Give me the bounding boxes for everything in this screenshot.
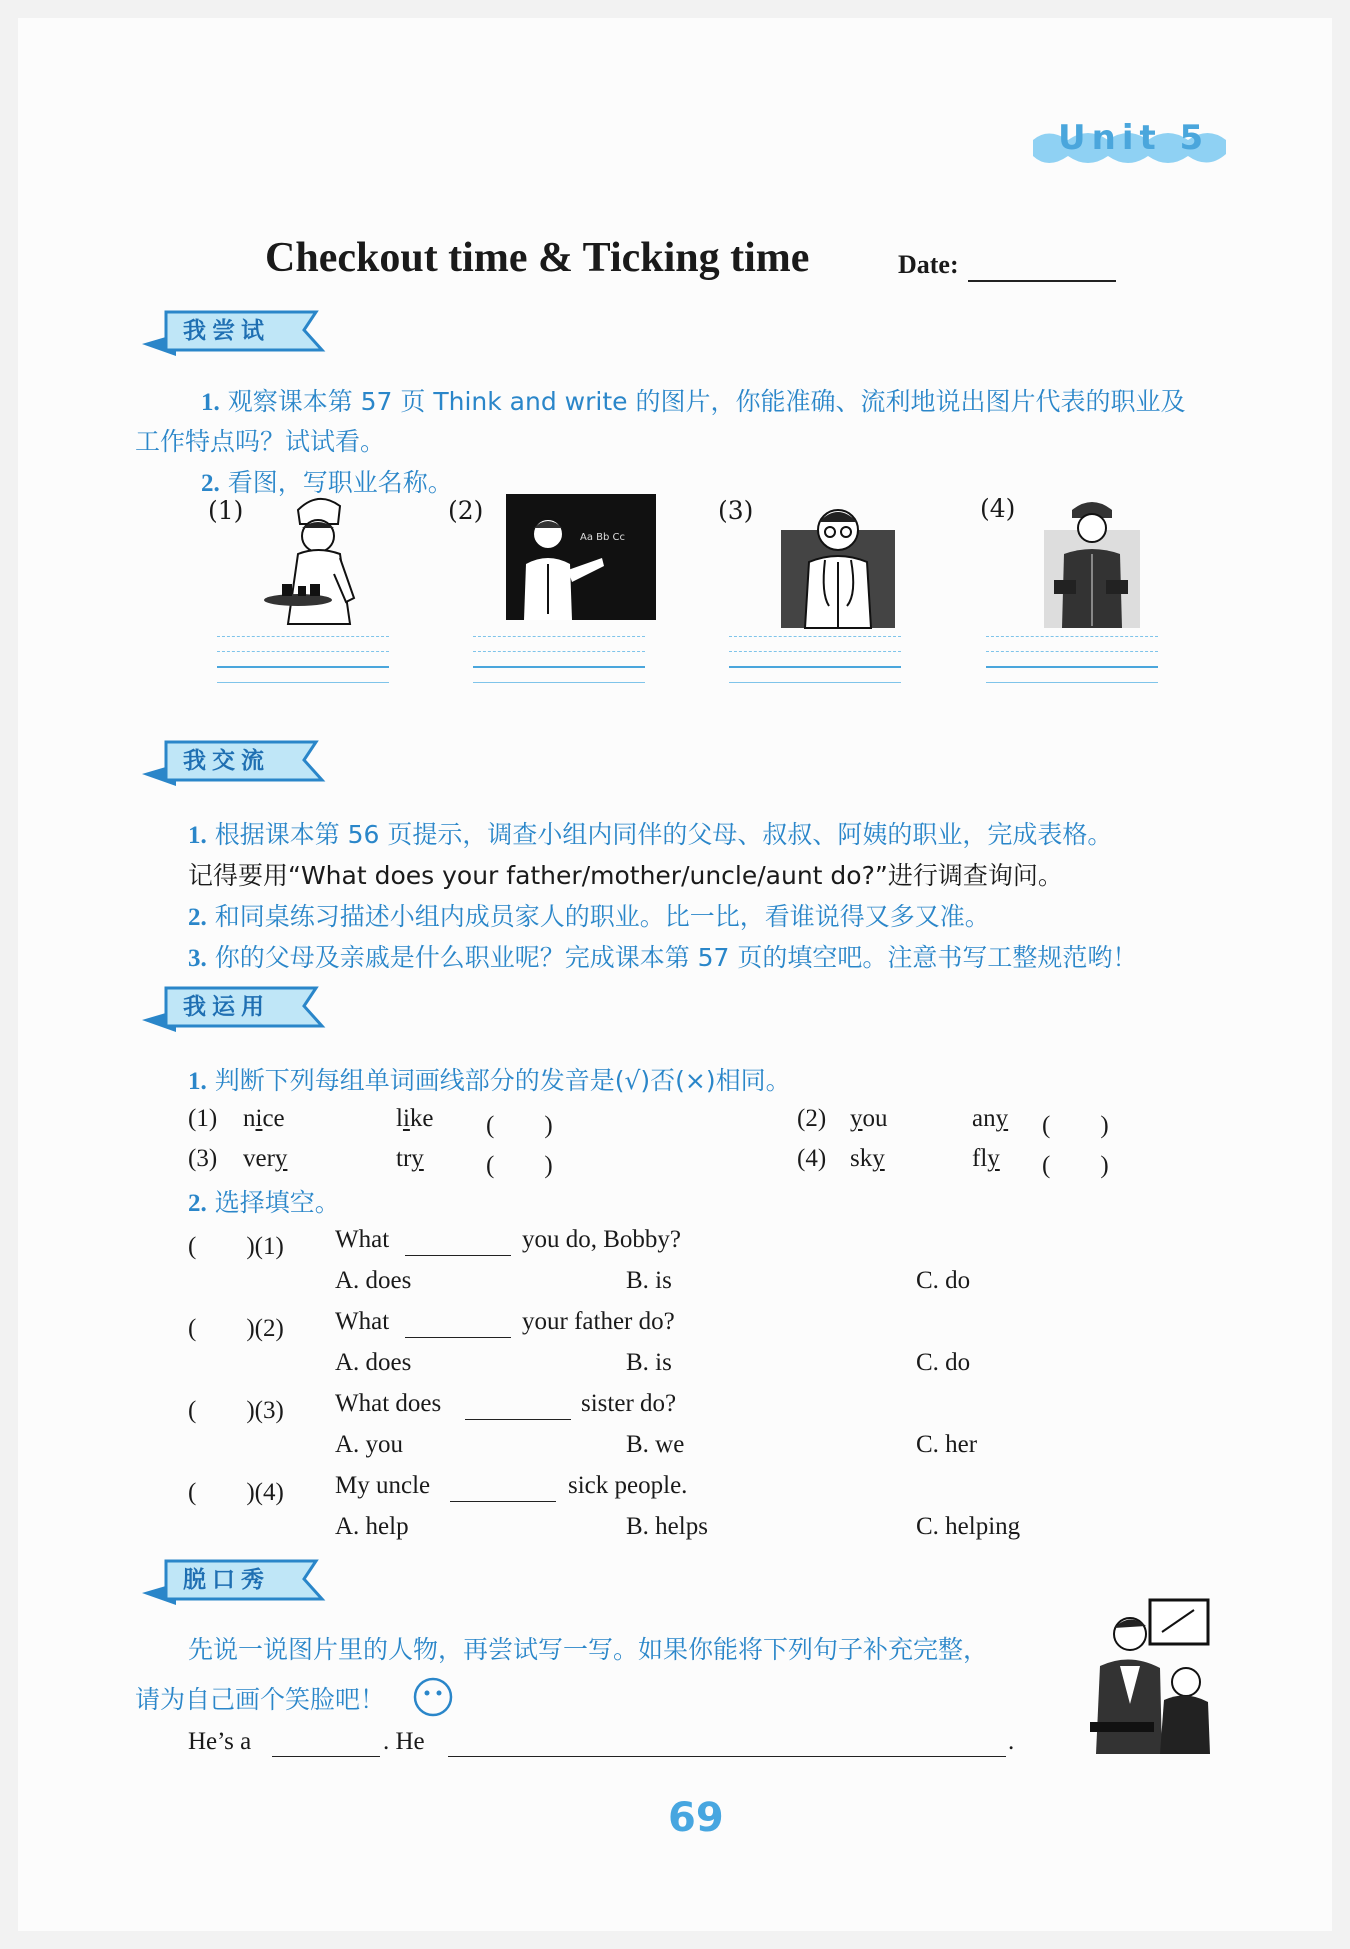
pair-label: (3) [188,1145,218,1172]
choice-blank[interactable] [465,1419,571,1420]
pair-label: (2) [797,1105,827,1132]
show-blank-job[interactable] [272,1756,380,1757]
page-number: 69 [668,1795,724,1841]
show-blank-duty[interactable] [448,1756,1006,1757]
image-label-3: (3) [718,496,754,525]
pair-word1: you [850,1105,888,1132]
banner-try: 我尝试 [183,318,270,344]
choice-option-a: A. you [335,1431,404,1458]
banner-show: 脱口秀 [183,1567,270,1593]
banner-talk: 我交流 [183,748,270,774]
blackboard-text: Aa Bb Cc [580,532,626,543]
pair-answer-paren[interactable]: ( ) [1042,1152,1109,1179]
choice-paren[interactable]: ( )(4) [188,1479,284,1506]
choice-stem-after: you do, Bobby? [522,1226,682,1253]
choice-stem-before: What [335,1226,390,1253]
date-blank[interactable] [968,280,1116,282]
answer-lines-3[interactable] [729,636,901,683]
choice-paren[interactable]: ( )(2) [188,1315,284,1342]
pair-word2: try [396,1145,424,1172]
choice-option-a: A. does [335,1267,412,1294]
workbook-page [18,18,1332,1931]
choice-stem-before: What [335,1308,390,1335]
answer-lines-1[interactable] [217,636,389,683]
choice-option-b: B. we [626,1431,685,1458]
pair-word1: nice [243,1105,285,1132]
choice-stem-before: My uncle [335,1472,431,1499]
choice-paren[interactable]: ( )(1) [188,1233,284,1260]
pair-word1: sky [850,1145,885,1172]
pair-answer-paren[interactable]: ( ) [486,1112,553,1139]
choice-blank[interactable] [405,1255,511,1256]
choice-option-c: C. do [916,1349,971,1376]
nurse-picture-icon [258,488,378,628]
show-sentence-start: He’s a [188,1728,252,1755]
talk-item1-line1: 1. 根据课本第 56 页提示，调查小组内同伴的父母、叔叔、阿姨的职业，完成表格。 [188,820,1113,849]
choice-option-b: B. helps [626,1513,708,1540]
choice-stem-after: your father do? [522,1308,675,1335]
choice-blank[interactable] [405,1337,511,1338]
show-line1: 先说一说图片里的人物，再尝试写一写。如果你能将下列句子补充完整， [188,1635,989,1664]
page-title: Checkout time & Ticking time [265,235,810,281]
worker-picture-icon [1036,490,1146,630]
pair-word2: any [972,1105,1009,1132]
date-label: Date: [898,250,959,279]
pair-word2: fly [972,1145,1000,1172]
unit-label: Unit 5 [1058,118,1210,158]
try-item2: 2. 看图，写职业名称。 [201,468,453,497]
doctor-picture-icon [773,494,903,630]
talk-item3: 3. 你的父母及亲戚是什么职业呢？完成课本第 57 页的填空吧。注意书写工整规范哟！ [188,943,1138,972]
choice-option-a: A. help [335,1513,409,1540]
pair-answer-paren[interactable]: ( ) [486,1152,553,1179]
choice-option-c: C. do [916,1267,971,1294]
choice-option-c: C. her [916,1431,978,1458]
try-item1-line2: 工作特点吗？试试看。 [135,427,386,456]
smiley-face-icon[interactable] [412,1676,454,1718]
choice-option-a: A. does [335,1349,412,1376]
choice-blank[interactable] [450,1501,556,1502]
pair-answer-paren[interactable]: ( ) [1042,1112,1109,1139]
try-item1-line1: 1. 观察课本第 57 页 Think and write 的图片，你能准确、流利地说出图片代表的职业及 [201,387,1186,416]
pair-word2: like [396,1105,434,1132]
choice-stem-before: What does [335,1390,442,1417]
use-q2: 2. 选择填空。 [188,1188,340,1217]
image-label-2: (2) [448,496,484,525]
show-sentence-end: . [1008,1728,1015,1755]
answer-lines-2[interactable] [473,636,645,683]
show-sentence-mid: . He [383,1728,425,1755]
image-label-1: (1) [208,496,244,525]
doctor-patient-picture-icon [1090,1596,1214,1756]
choice-option-b: B. is [626,1267,672,1294]
pair-word1: very [243,1145,288,1172]
image-label-4: (4) [980,494,1016,523]
use-q1: 1. 判断下列每组单词画线部分的发音是(√)否(×)相同。 [188,1066,791,1095]
pair-label: (1) [188,1105,218,1132]
banner-use: 我运用 [183,994,270,1020]
teacher-picture-icon [506,494,656,624]
choice-option-c: C. helping [916,1513,1021,1540]
answer-lines-4[interactable] [986,636,1158,683]
pair-label: (4) [797,1145,827,1172]
choice-option-b: B. is [626,1349,672,1376]
talk-item2: 2. 和同桌练习描述小组内成员家人的职业。比一比，看谁说得又多又准。 [188,902,990,931]
choice-paren[interactable]: ( )(3) [188,1397,284,1424]
choice-stem-after: sister do? [581,1390,677,1417]
choice-stem-after: sick people. [568,1472,688,1499]
show-line2: 请为自己画个笑脸吧！ [135,1685,386,1714]
talk-item1-line2: 记得要用“What does your father/mother/uncle/aunt do?”进行调查询问。 [188,861,1063,890]
